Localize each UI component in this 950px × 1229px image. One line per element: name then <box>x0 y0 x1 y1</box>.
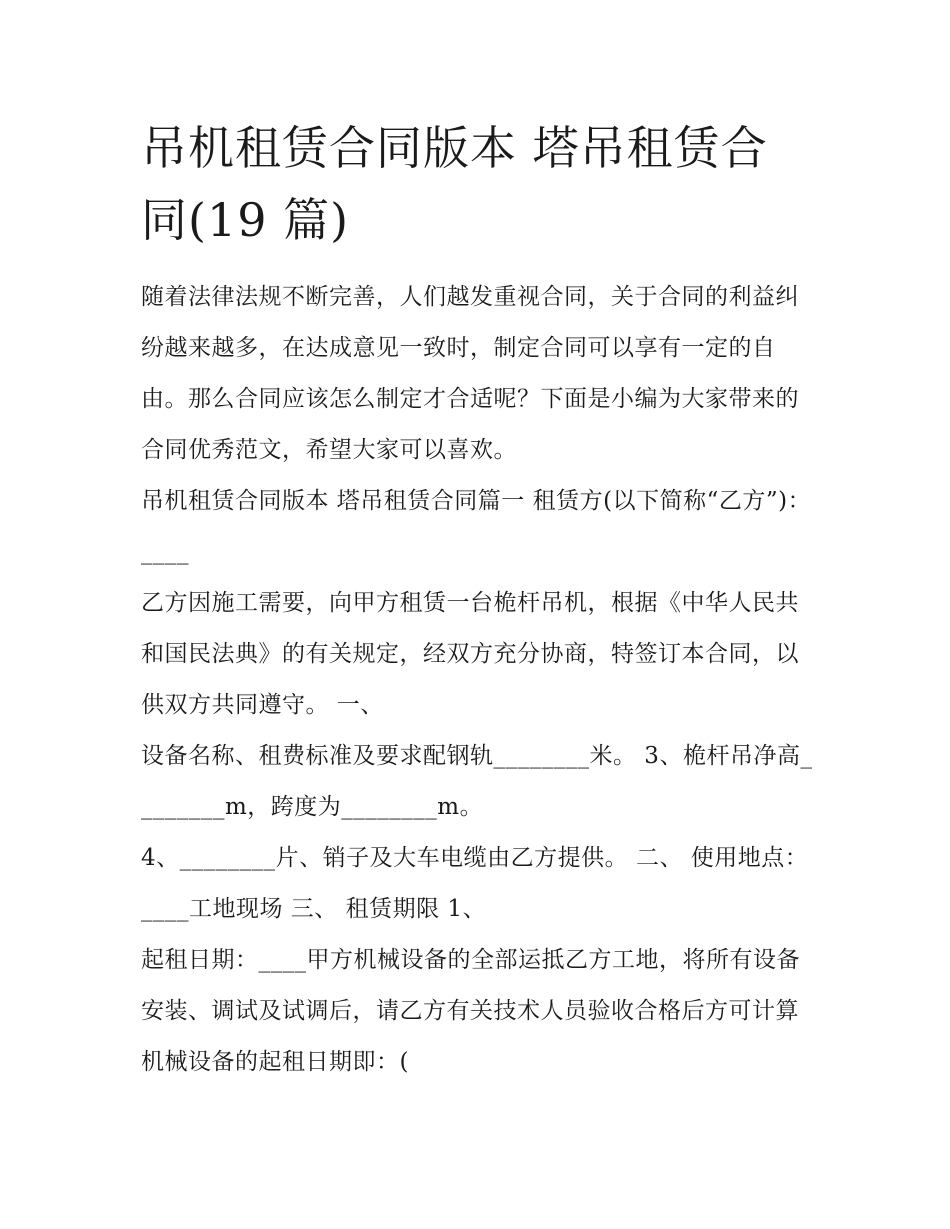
paragraph-lessee: 吊机租赁合同版本 塔吊租赁合同篇一 租赁方(以下简称“乙方”)：____ <box>141 488 812 565</box>
paragraph-intro: 随着法律法规不断完善，人们越发重视合同，关于合同的利益纠纷越来越多，在达成意见一致时，制定合同可以享有一定的自由。那么合同应该怎么制定才合适呢？下面是小编为大家带来的合同优秀范文，希望大家可以喜欢。 <box>141 284 799 463</box>
document-page <box>141 112 813 1088</box>
document-title: 吊机租赁合同版本 塔吊租赁合同(19 篇) <box>141 121 768 247</box>
paragraph-purpose: 乙方因施工需要，向甲方租赁一台桅杆吊机，根据《中华人民共和国民法典》的有关规定，经双方充分协商，特签订本合同，以供双方共同遵守。 一、 <box>141 590 799 718</box>
paragraph-start-date: 起租日期：____甲方机械设备的全部运抵乙方工地，将所有设备安装、调试及试调后，请乙方有关技术人员验收合格后方可计算机械设备的起租日期即：( <box>141 947 800 1075</box>
paragraph-equipment: 设备名称、租费标准及要求配钢轨________米。 3、桅杆吊净高________m，跨度为________m。 <box>141 743 813 820</box>
paragraph-location: 4、________片、销子及大车电缆由乙方提供。 二、 使用地点：____工地现场 三、 租赁期限 1、 <box>141 845 809 922</box>
